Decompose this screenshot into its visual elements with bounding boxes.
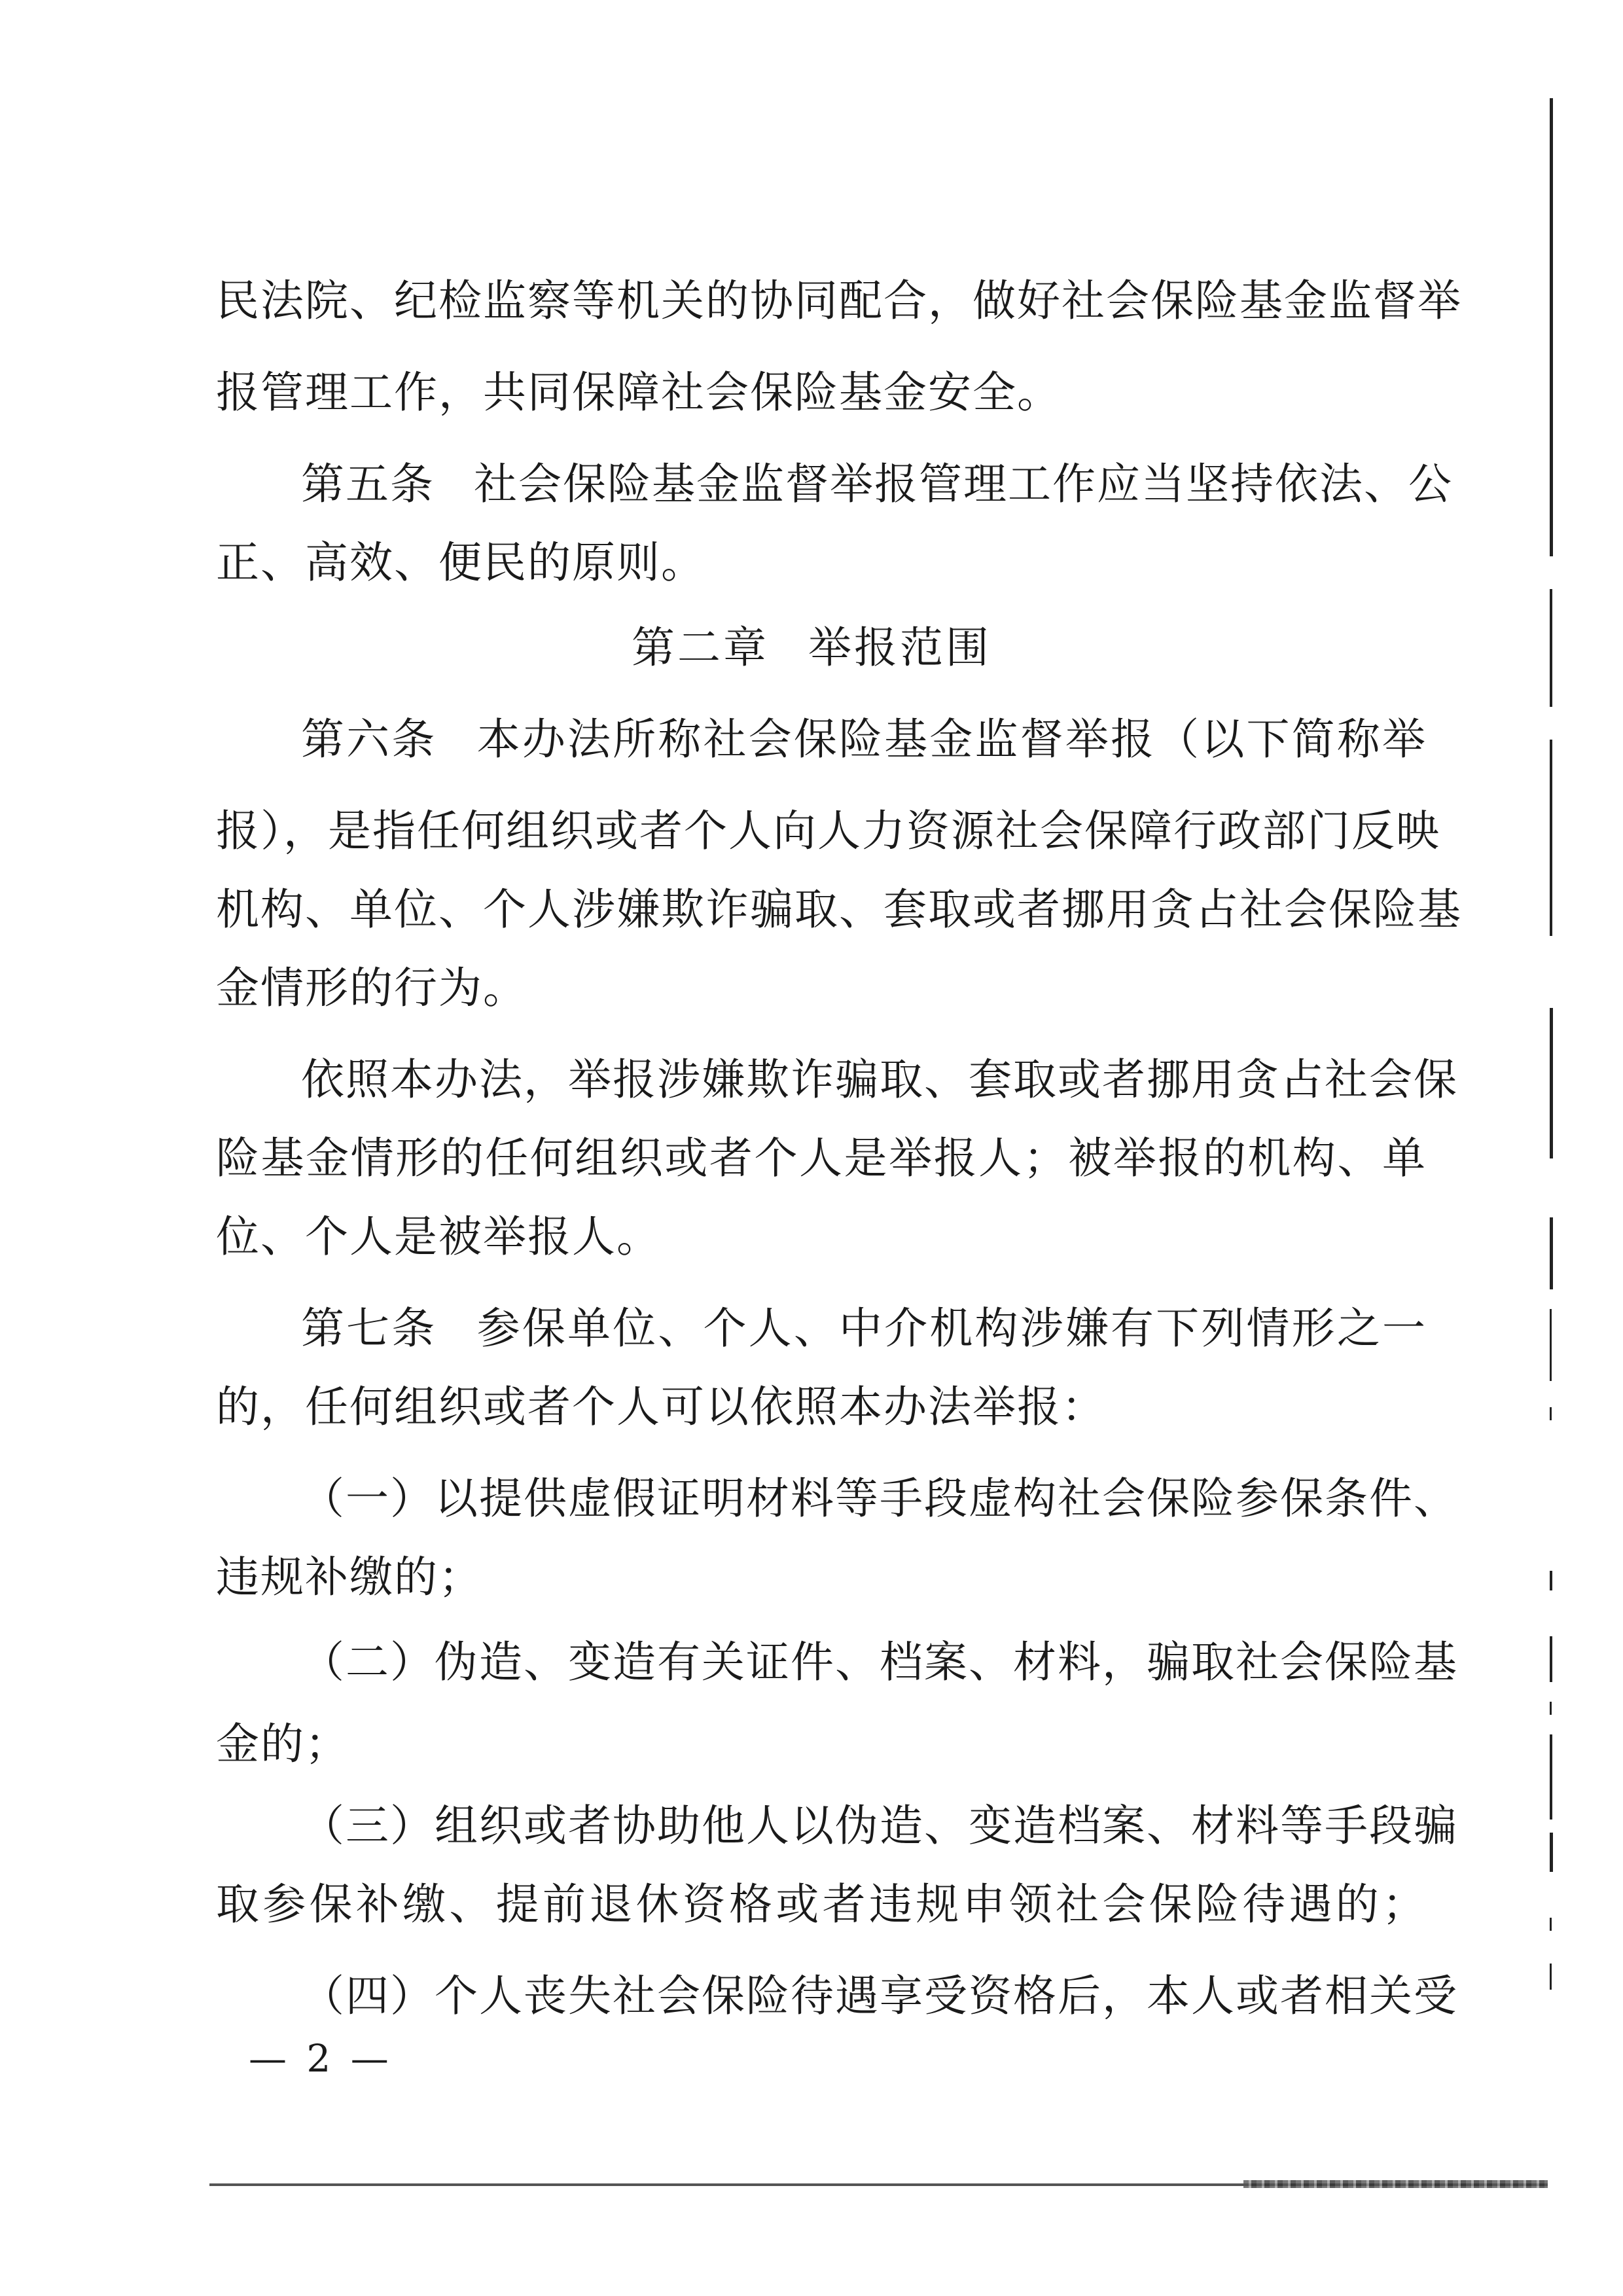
scan-edge-mark	[1550, 1964, 1552, 1990]
text-line: 金的；	[216, 1719, 349, 1769]
text-line: 正、高效、便民的原则。	[216, 537, 705, 588]
text-line: 报管理工作，共同保障社会保险基金安全。	[216, 367, 1061, 418]
text-line: 机构、单位、个人涉嫌欺诈骗取、套取或者挪用贪占社会保险基	[216, 884, 1462, 935]
text-line: 违规补缴的；	[216, 1552, 483, 1602]
scan-bottom-edge-dark	[1243, 2180, 1548, 2188]
scan-edge-mark	[1550, 1833, 1553, 1872]
article-6-line	[301, 713, 1427, 766]
list-item-1: （一）以提供虚假证明材料等手段虚构社会保险参保条件、	[301, 1473, 1458, 1524]
text-line: 的，任何组织或者个人可以依照本办法举报：	[216, 1382, 1106, 1432]
text-line: 金情形的行为。	[216, 963, 527, 1013]
article-7-line	[301, 1302, 1427, 1355]
scan-edge-mark	[1550, 1571, 1552, 1590]
text-line: 依照本办法，举报涉嫌欺诈骗取、套取或者挪用贪占社会保	[301, 1054, 1458, 1105]
list-item-3: （三）组织或者协助他人以伪造、变造档案、材料等手段骗	[301, 1801, 1458, 1851]
list-item-2: （二）伪造、变造有关证件、档案、材料，骗取社会保险基	[301, 1637, 1458, 1687]
scan-edge-mark	[1550, 1702, 1552, 1715]
chapter-number: 第二章	[632, 622, 769, 673]
scan-edge-mark	[1550, 1309, 1552, 1381]
article-text: 本办法所称社会保险基金监督举报（以下简称举	[476, 714, 1427, 764]
text-line: 报），是指任何组织或者个人向人力资源社会保障行政部门反映	[216, 806, 1440, 856]
scan-edge-mark	[1550, 589, 1552, 707]
chapter-heading	[0, 622, 1623, 674]
article-text: 参保单位、个人、中介机构涉嫌有下列情形之一	[476, 1303, 1427, 1354]
scan-edge-mark	[1550, 98, 1553, 556]
text-line: 民法院、纪检监察等机关的协同配合，做好社会保险基金监督举	[216, 276, 1462, 326]
text-line: 取参保补缴、提前退休资格或者违规申领社会保险待遇的；	[216, 1879, 1427, 1929]
article-text: 社会保险基金监督举报管理工作应当坚持依法、公	[474, 459, 1453, 509]
page-number: — 2 —	[249, 2036, 393, 2081]
scan-edge-mark	[1550, 1636, 1552, 1682]
scan-edge-mark	[1550, 1217, 1553, 1289]
scan-edge-mark	[1550, 740, 1552, 936]
scan-edge-mark	[1550, 1008, 1553, 1158]
article-heading: 第六条	[301, 714, 437, 764]
list-item-4: （四）个人丧失社会保险待遇享受资格后，本人或者相关受	[301, 1971, 1458, 2021]
text-line: 险基金情形的任何组织或者个人是举报人；被举报的机构、单	[216, 1133, 1427, 1183]
chapter-title: 举报范围	[808, 622, 991, 673]
scan-edge-mark	[1550, 1734, 1552, 1820]
text-line: 位、个人是被举报人。	[216, 1211, 661, 1262]
scan-edge-mark	[1550, 1918, 1552, 1931]
article-5-line	[301, 458, 1453, 511]
article-heading: 第五条	[301, 459, 435, 509]
scan-edge-mark	[1550, 1407, 1552, 1420]
article-heading: 第七条	[301, 1303, 437, 1354]
